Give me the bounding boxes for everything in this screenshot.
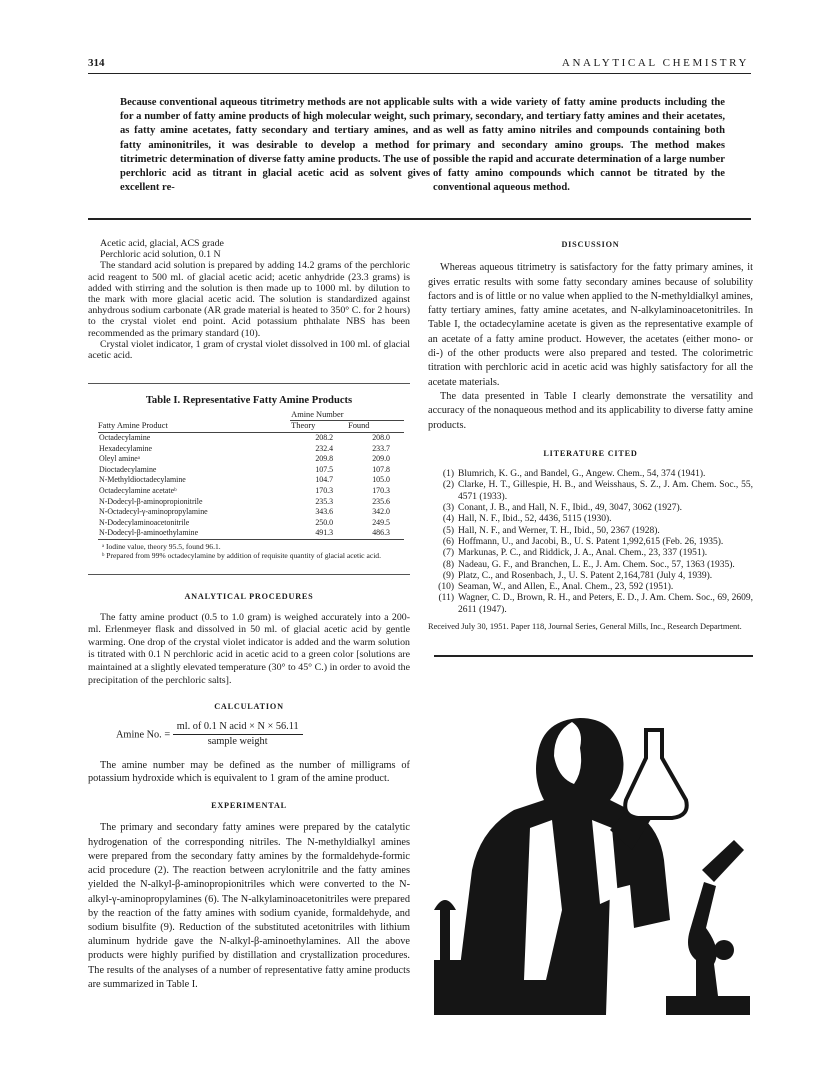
reference-number: (4) (442, 514, 454, 525)
theory-value: 250.0 (315, 517, 334, 527)
reference-text: Hoffmann, U., and Jacobi, B., U. S. Patent 1,992,615 (Feb. 26, 1935). (458, 536, 724, 547)
reagent-perchloric: Perchloric acid solution, 0.1 N (100, 249, 221, 261)
found-value: 170.3 (372, 485, 390, 495)
table-row (98, 518, 404, 529)
theory-value: 232.4 (315, 443, 334, 453)
reference-item (428, 582, 753, 593)
reference-number: (10) (438, 582, 454, 593)
product-name: N-Methyldioctadecylamine (99, 475, 186, 485)
reference-number: (1) (442, 469, 454, 480)
reference-text: Nadeau, G. F., and Branchen, L. E., J. Am. Chem. Soc., 57, 1363 (1935). (458, 559, 735, 570)
product-name: Dioctadecylamine (99, 464, 157, 474)
reference-item (428, 514, 753, 525)
table-row (98, 497, 404, 508)
table-row (98, 444, 404, 455)
reference-text: Clarke, H. T., Gillespie, H. B., and Weisshaus, S. Z., J. Am. Chem. Soc., 55, 4571 (1933). (458, 480, 753, 502)
reference-number: (7) (442, 548, 454, 559)
table-body (98, 433, 404, 539)
found-value: 486.3 (372, 528, 390, 538)
reference-item (428, 526, 753, 537)
reference-item (428, 480, 753, 503)
found-value: 233.7 (372, 443, 390, 453)
col-product: Fatty Amine Product (98, 410, 290, 433)
equation-numerator: ml. of 0.1 N acid × N × 56.11 (173, 721, 303, 736)
chemist-silhouette-illustration (434, 660, 754, 1015)
reference-item (428, 469, 753, 480)
reference-number: (11) (438, 593, 454, 604)
reference-item (428, 560, 753, 571)
literature-heading: LITERATURE CITED (543, 448, 638, 458)
reference-item (428, 593, 753, 616)
table-bottom-rule (98, 539, 404, 540)
amine-equation (116, 721, 410, 749)
table-row (98, 475, 404, 486)
product-name: Hexadecylamine (99, 443, 153, 453)
reference-item (428, 548, 753, 559)
found-value: 107.8 (372, 464, 390, 474)
reference-item (428, 537, 753, 548)
page-number: 314 (88, 57, 105, 69)
theory-value: 209.8 (315, 454, 334, 464)
reagents (88, 238, 410, 361)
reference-number: (6) (442, 536, 454, 547)
reference-list (428, 469, 753, 616)
theory-value: 208.2 (315, 433, 334, 443)
abstract-left: Because conventional aqueous titrimetry methods are not applicable for a number of fatty amine products of high molecular weight, such as fatty amine acetates, fatty secondary and tertiary amines, and fatty aminonitriles, it was desirable to develop a method for titrimetric determination of diverse fatty amine products. The use of perchloric acid as titrant in glacial acetic acid as solvent gives excellent re- (120, 97, 430, 194)
table-row (98, 454, 404, 465)
indicator-paragraph: Crystal violet indicator, 1 gram of crystal violet dissolved in 100 ml. of glacial acetic acid. (88, 338, 410, 362)
calculation-heading: CALCULATION (214, 702, 284, 712)
reference-text: Blumrich, K. G., and Bandel, G., Angew. Chem., 54, 374 (1941). (458, 469, 706, 480)
table-title: Table I. Representative Fatty Amine Products (145, 395, 353, 407)
reference-text: Markunas, P. C., and Riddick, J. A., Anal. Chem., 23, 337 (1951). (458, 548, 708, 559)
theory-value: 343.6 (315, 507, 334, 517)
table-row (98, 465, 404, 476)
theory-value: 170.3 (315, 485, 334, 495)
theory-value: 491.3 (315, 528, 334, 538)
reagent-acetic: Acetic acid, glacial, ACS grade (100, 238, 224, 249)
experimental-text: The primary and secondary fatty amines were prepared by the catalytic hydrogenation of the corresponding nitriles. The N-methyldialkyl amines were prepared from the secondary fatty amines by the formaldehyde-formic acid procedure (2). The reaction between acrylonitrile and the fatty amines yielded the N-alkyl-β-aminopropionitriles which were converted to the N-alkyl-γ-aminopropylamines (6). The N-alkylaminoacetonitriles were prepared by the reaction of the fatty amines with sodium cyanide, formaldehyde, and sodium bisulfite (9). Reduction of the substituted acetonitriles with lithium aluminum hydride gave the N-alkyl-β-aminoethylamines. All the above products were highly purified by distillation and crystallization procedures. The results of the analyses of a number of representative fatty amine products are summarized in Table I. (88, 822, 410, 990)
reference-number: (8) (442, 559, 454, 570)
equation-denominator: sample weight (207, 736, 268, 748)
amine-table (98, 410, 404, 539)
found-value: 208.0 (372, 433, 390, 443)
discussion-para1: Whereas aqueous titrimetry is satisfactory for the fatty primary amines, it gives erratic results with some fatty secondary amines because of solubility factors and is of little or no value when applied to the N-methyldialkyl amines, fatty tertiary amines, fatty amine acetates, and N-alkylaminoacetonitriles. In Table I, the octadecylamine acetate is given as the representative example of an acetate of a fatty amine product. However, the acetates (either mono- or di-) of the other products were also prepared and tested. The colorimetric titration with perchloric acid in acetic acid was highly satisfactory for all the acetate materials. (428, 262, 753, 388)
reference-number: (2) (442, 480, 454, 491)
found-value: 342.0 (372, 507, 390, 517)
received-note: Received July 30, 1951. Paper 118, Journal Series, General Mills, Inc., Research Department. (428, 622, 742, 632)
reference-item (428, 571, 753, 582)
reference-item (428, 503, 753, 514)
abstract-right: sults with a wide variety of fatty amine products including the primary, secondary, and tertiary fatty amines and their acetates, as well as fatty amino nitriles and compounds containing both primary and secondary amino groups. The method makes possible the rapid and accurate determination of a large number of fatty amino compounds which cannot be titrated by the conventional aqueous method. (433, 97, 725, 194)
experimental-heading: EXPERIMENTAL (211, 800, 287, 810)
table-top-rule (88, 383, 410, 384)
analytical-text: The fatty amine product (0.5 to 1.0 gram) is weighed accurately into a 200-ml. Erlenmeyer flask and dissolved in 50 ml. of glacial acetic acid by gentle warming. One drop of the crystal violet indicator is added and the warm solution is titrated with 0.1 N perchloric acid in acetic acid to a green color [solutions are maintained at a slightly elevated temperature (30° to 45° C.) in order to avoid the precipitation of the perchloric salts]. (88, 611, 410, 686)
header-rule (88, 73, 751, 74)
journal-title: ANALYTICAL CHEMISTRY (561, 57, 749, 69)
product-name: Octadecylamine acetateᵇ (99, 485, 177, 495)
product-name: Oleyl amineᵃ (99, 454, 140, 464)
theory-value: 107.5 (315, 464, 334, 474)
right-column (428, 238, 753, 633)
product-name: N-Octadecyl-γ-aminopropylamine (99, 507, 208, 517)
reference-text: Platz, C., and Rosenbach, J., U. S. Patent 2,164,781 (July 4, 1939). (458, 570, 713, 581)
reference-number: (5) (442, 525, 454, 536)
reference-text: Seaman, W., and Allen, E., Anal. Chem., 23, 592 (1951). (458, 582, 674, 593)
col-amine-number: Amine Number (290, 410, 404, 421)
reference-number: (3) (442, 503, 454, 514)
left-column (88, 238, 410, 992)
footnote-b: ᵇ Prepared from 99% octadecylamine by addition of requisite quantity of glacial acetic acid. (102, 550, 381, 560)
reference-text: Hall, N. F., and Werner, T. H., Ibid., 50, 2367 (1928). (458, 525, 660, 536)
found-value: 249.5 (372, 517, 390, 527)
reference-text: Hall, N. F., Ibid., 52, 4436, 5115 (1930). (458, 514, 612, 525)
reference-text: Wagner, C. D., Brown, R. H., and Peters, E. D., J. Am. Chem. Soc., 69, 2609, 2611 (1947). (458, 593, 753, 615)
found-value: 235.6 (372, 496, 390, 506)
figure-rule (434, 655, 753, 657)
equation-fraction (173, 721, 303, 749)
product-name: N-Dodecylaminoacetonitrile (99, 517, 190, 527)
reagent-paragraph: The standard acid solution is prepared by adding 14.2 grams of the perchloric acid reagent to 500 ml. of glacial acetic acid; acetic anhydride (23.3 grams) is added with stirring and the solution is then made up to 1000 ml. by dilution to the mark with more glacial acetic acid. The solution is standardized against anhydrous sodium carbonate (AR grade material is heated to 350° C. for 2 hours) to the crystal violet end point. Acid potassium phthalate NBS has been recommended as the primary standard (10). (88, 260, 410, 339)
abstract-rule (88, 218, 751, 220)
reference-text: Conant, J. B., and Hall, N. F., Ibid., 49, 3047, 3062 (1927). (458, 503, 683, 514)
col-theory: Theory (290, 421, 347, 433)
found-value: 209.0 (372, 454, 390, 464)
found-value: 105.0 (372, 475, 390, 485)
product-name: N-Dodecyl-β-aminoethylamine (99, 528, 199, 538)
product-name: N-Dodecyl-β-aminopropionitrile (99, 496, 203, 506)
table-row (98, 433, 404, 444)
footnote-a: ᵃ Iodine value, theory 95.5, found 96.1. (102, 541, 221, 551)
product-name: Octadecylamine (99, 433, 151, 443)
table-row (98, 528, 404, 539)
analytical-heading: ANALYTICAL PROCEDURES (184, 591, 314, 601)
discussion-para2: The data presented in Table I clearly demonstrate the versatility and accuracy of the nonaqueous method and its applicability to diverse fatty amine products. (428, 390, 753, 431)
theory-value: 235.3 (315, 496, 334, 506)
reference-number: (9) (442, 570, 454, 581)
table-row (98, 507, 404, 518)
discussion-heading: DISCUSSION (561, 240, 620, 249)
theory-value: 104.7 (315, 475, 334, 485)
calculation-text: The amine number may be defined as the number of milligrams of potassium hydroxide which is equivalent to 1 gram of the amine product. (88, 759, 410, 784)
section-rule (88, 574, 410, 575)
col-found: Found (347, 421, 404, 433)
equation-lhs: Amine No. = (116, 729, 171, 741)
table-row (98, 486, 404, 497)
